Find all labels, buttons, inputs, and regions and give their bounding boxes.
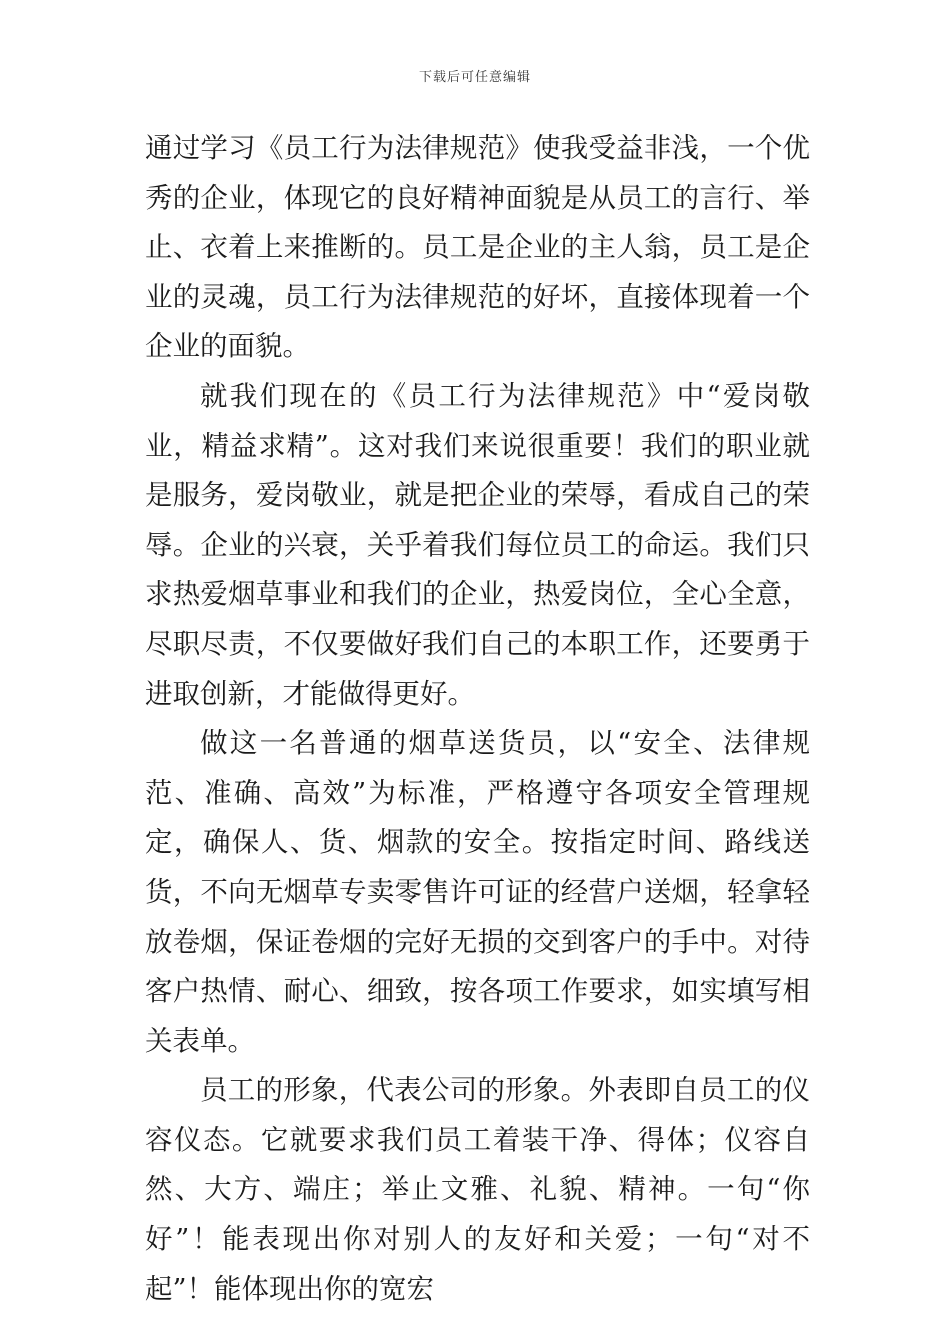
document-body <box>145 124 810 1314</box>
paragraph-intro: 通过学习《员工行为法律规范》使我受益非浅，一个优秀的企业，体现它的良好精神面貌是从员工的言行、举止、衣着上来推断的。员工是企业的主人翁，员工是企业的灵魂，员工行为法律规范的好坏，直接体现着一个企业的面貌。 <box>145 132 810 363</box>
paragraph-delivery: 做这一名普通的烟草送货员，以“安全、法律规范、准确、高效”为标准，严格遵守各项安全管理规定，确保人、货、烟款的安全。按指定时间、路线送货，不向无烟草专卖零售许可证的经营户送烟，轻拿轻放卷烟，保证卷烟的完好无损的交到客户的手中。对待客户热情、耐心、细致，按各项工作要求，如实填写相关表单。 <box>145 727 810 1057</box>
paragraph-image: 员工的形象，代表公司的形象。外表即自员工的仪容仪态。它就要求我们员工着装干净、得体；仪容自然、大方、端庄；举止文雅、礼貌、精神。一句“你好”！能表现出你对别人的友好和关爱；一句“对不起”！能体现出你的宽宏 <box>145 1074 810 1305</box>
header-note: 下载后可任意编辑 <box>418 70 531 85</box>
paragraph-dedication: 就我们现在的《员工行为法律规范》中“爱岗敬业，精益求精”。这对我们来说很重要！我们的职业就是服务，爱岗敬业，就是把企业的荣辱，看成自己的荣辱。企业的兴衰，关乎着我们每位员工的命运。我们只求热爱烟草事业和我们的企业，热爱岗位，全心全意，尽职尽责，不仅要做好我们自己的本职工作，还要勇于进取创新，才能做得更好。 <box>145 379 810 710</box>
